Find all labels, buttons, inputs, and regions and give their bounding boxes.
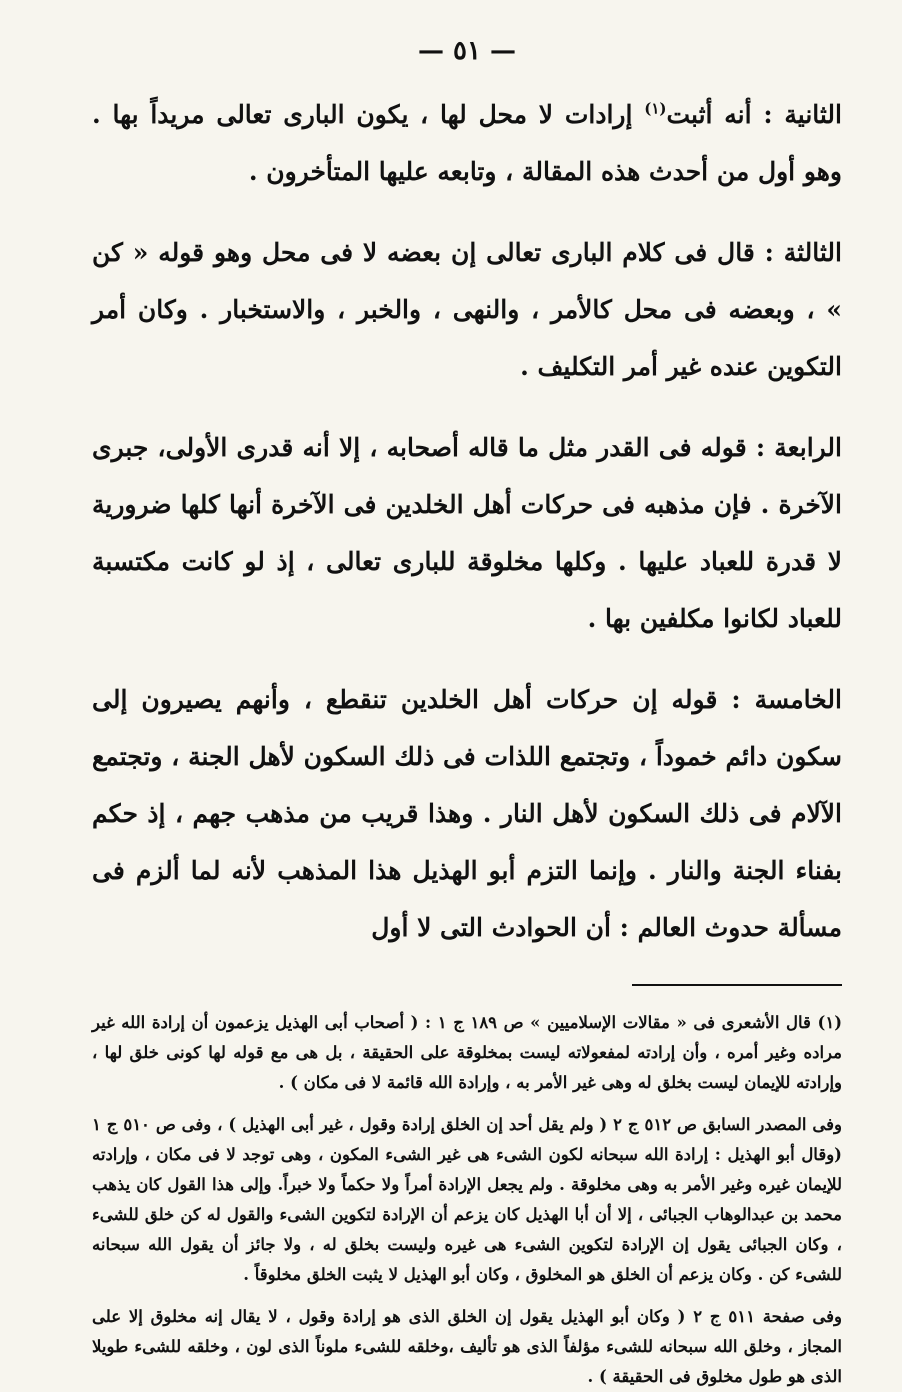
footnotes [92, 1008, 842, 1392]
paragraph-second-rest: إرادات لا محل لها ، يكون البارى تعالى مريداً بها . وهو أول من أحدث هذه المقالة ، وتابعه عليها المتأخرون . [92, 100, 842, 186]
paragraph-second-start: الثانية : أنه أثبت [666, 100, 842, 129]
paragraph-fourth: الرابعة : قوله فى القدر مثل ما قاله أصحابه ، إلا أنه قدرى الأولى، جبرى الآخرة . فإن مذهبه فى حركات أهل الخلدين فى الآخرة أنها كلها ضرورية لا قدرة للعباد عليها . وكلها مخلوقة للبارى تعالى ، إذ لو كانت مكتسبة للعباد لكانوا مكلفين بها . [92, 433, 842, 633]
footnote-1: (١) قال الأشعرى فى « مقالات الإسلاميين » ص ١٨٩ ج ١ : ( أصحاب أبى الهذيل يزعمون أن إرادة الله غير مراده وغير أمره ، وأن إرادته لمفعولاته ليست بمخلوقة على الحقيقة ، بل هى مع قوله لها كونى خلق لها ، وإرادته للإيمان ليست بخلق له وهى غير الأمر به ، وإرادة الله قائمة لا فى مكان ) . [92, 1013, 842, 1092]
paragraph-fifth: الخامسة : قوله إن حركات أهل الخلدين تنقطع ، وأنهم يصيرون إلى سكون دائم خموداً ، وتجتمع اللذات فى ذلك السكون لأهل الجنة ، وتجتمع الآلام فى ذلك السكون لأهل النار . وهذا قريب من مذهب جهم ، إذ حكم بفناء الجنة والنار . وإنما التزم أبو الهذيل هذا المذهب لأنه لما ألزم فى مسألة حدوث العالم : أن الحوادث التى لا أول [92, 685, 842, 942]
footnote-1-continued-2: وفى صفحة ٥١١ ج ٢ ( وكان أبو الهذيل يقول إن الخلق الذى هو إرادة وقول ، لا يقال إنه مخلوق إلا على المجاز ، وخلق الله سبحانه للشىء مؤلفاً الذى هو تأليف ،وخلقه للشىء ملوناً الذى لون ، وخلقه للشىء طويلا الذى هو طول مخلوق فى الحقيقة ) . [92, 1307, 843, 1386]
footnote-1-continued: وفى المصدر السابق ص ٥١٢ ج ٢ ( ولم يقل أحد إن الخلق إرادة وقول ، غير أبى الهذيل ) ، وفى ص ٥١٠ ج ١ (وقال أبو الهذيل : إرادة الله سبحانه لكون الشىء هى غير الشىء المكون ، وهى توجد لا فى مكان ، وإرادته للإيمان غيره وغير الأمر به وهى مخلوقة . ولم يجعل الإرادة أمراً ولا حكماً ولا خبراً. وإلى هذا القول كان يذهب محمد بن عبدالوهاب الجبائى ، إلا أن أبا الهذيل كان يزعم أن الإرادة لتكوين الشىء والقول له كن خلق للشىء ، وكان الجبائى يقول إن الإرادة لتكوين الشىء هى غيره وليست بخلق له ، ولا جائز أن يقول الله سبحانه للشىء كن . وكان يزعم أن الخلق هو المخلوق ، وكان أبو الهذيل لا يثبت الخلق مخلوقاً . [92, 1115, 843, 1284]
footnote-divider [632, 984, 842, 986]
footnote-ref-1[interactable]: (١) [644, 99, 667, 118]
paragraph-third: الثالثة : قال فى كلام البارى تعالى إن بعضه لا فى محل وهو قوله « كن » ، وبعضه فى محل كالأمر ، والنهى ، والخبر ، والاستخبار . وكان أمر التكوين عنده غير أمر التكليف . [92, 238, 842, 381]
page-number: — ٥١ — [417, 36, 517, 66]
paragraph-second [92, 86, 842, 200]
main-text [92, 86, 842, 956]
